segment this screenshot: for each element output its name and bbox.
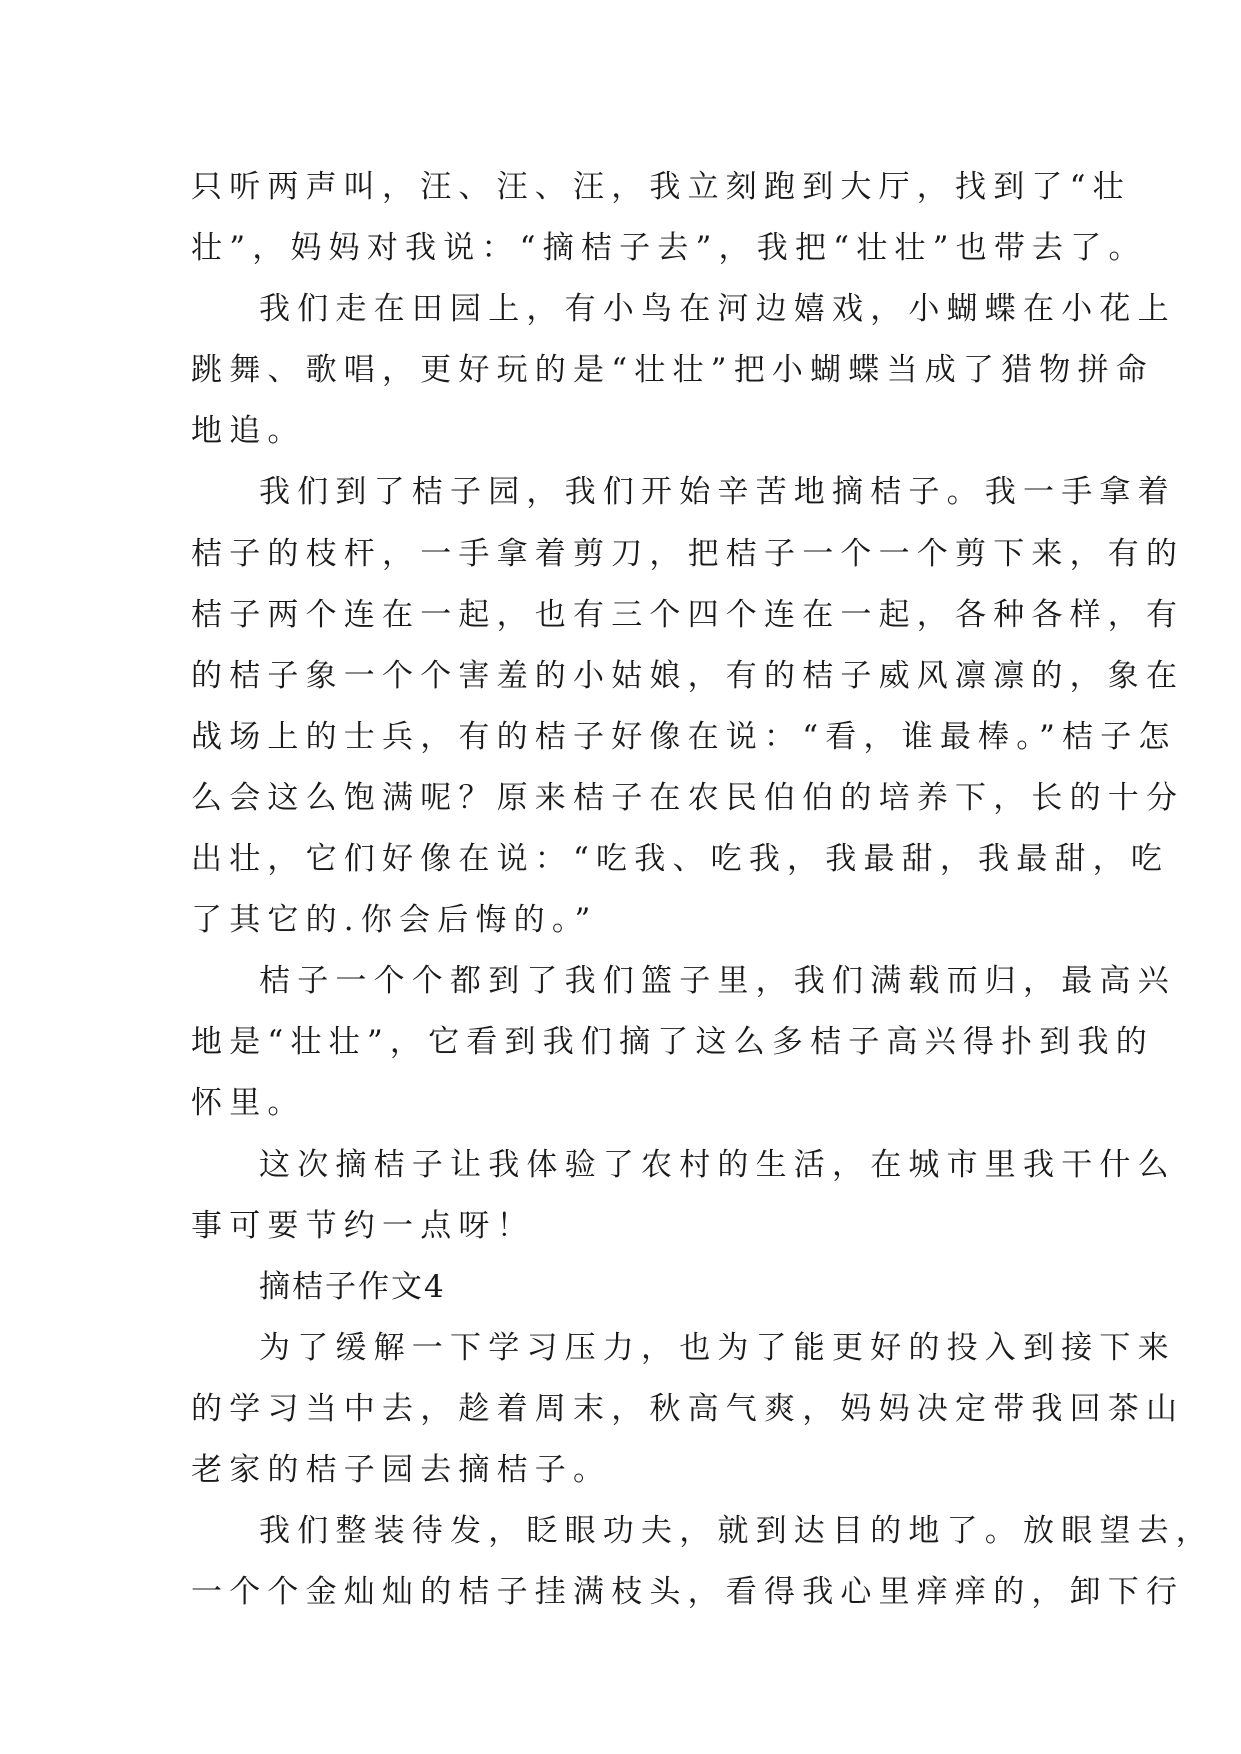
paragraph-start-line: 桔子一个个都到了我们篮子里，我们满载而归，最高兴 (259, 963, 1176, 1000)
text-line: 桔子的枝杆，一手拿着剪刀，把桔子一个一个剪下来，有的 (191, 535, 1185, 572)
text-line: 一个个金灿灿的桔子挂满枝头，看得我心里痒痒的，卸下行 (191, 1574, 1185, 1611)
text-line: 么会这么饱满呢？原来桔子在农民伯伯的培养下，长的十分 (191, 779, 1185, 816)
text-line: 出壮，它们好像在说：“吃我、吃我，我最甜，我最甜，吃 (191, 841, 1170, 878)
text-line: 怀里。 (191, 1085, 306, 1122)
text-line: 事可要节约一点呀！ (191, 1207, 535, 1244)
text-line: 老家的桔子园去摘桔子。 (191, 1451, 612, 1488)
section-heading: 摘桔子作文4 (259, 1268, 446, 1305)
paragraph-start-line: 我们到了桔子园，我们开始辛苦地摘桔子。我一手拿着 (259, 474, 1176, 511)
text-line: 地是“壮壮”，它看到我们摘了这么多桔子高兴得扑到我的 (191, 1024, 1154, 1061)
text-line: 桔子两个连在一起，也有三个四个连在一起，各种各样，有 (191, 596, 1185, 633)
paragraph-start-line: 为了缓解一下学习压力，也为了能更好的投入到接下来 (259, 1329, 1176, 1366)
paragraph-start-line: 这次摘桔子让我体验了农村的生活，在城市里我干什么 (259, 1146, 1176, 1183)
text-line: 战场上的士兵，有的桔子好像在说：“看，谁最棒。”桔子怎 (191, 718, 1177, 755)
text-line: 的学习当中去，趁着周末，秋高气爽，妈妈决定带我回茶山 (191, 1390, 1185, 1427)
text-line: 地追。 (191, 413, 306, 450)
document-page (191, 157, 1214, 1623)
text-line: 的桔子象一个个害羞的小姑娘，有的桔子威风凛凛的，象在 (191, 657, 1185, 694)
text-line: 只听两声叫，汪、汪、汪，我立刻跑到大厅，找到了“壮 (191, 169, 1131, 205)
paragraph-start-line: 我们整装待发，眨眼功夫，就到达目的地了。放眼望去， (259, 1513, 1214, 1550)
text-line: 跳舞、歌唱，更好玩的是“壮壮”把小蝴蝶当成了猎物拼命 (191, 352, 1154, 389)
paragraph-start-line: 我们走在田园上，有小鸟在河边嬉戏，小蝴蝶在小花上 (259, 291, 1176, 328)
text-line: 壮”，妈妈对我说：“摘桔子去”，我把“壮壮”也带去了。 (191, 230, 1147, 267)
text-line: 了其它的.你会后悔的。” (191, 902, 598, 939)
